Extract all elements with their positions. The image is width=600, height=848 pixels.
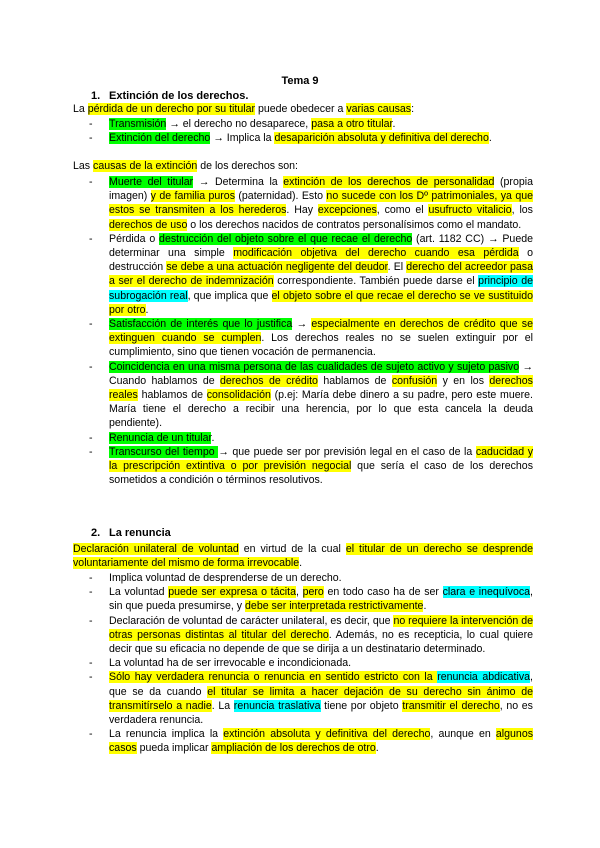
text-run: tiene por objeto <box>320 699 403 712</box>
highlight-yellow-text: ampliación de los derechos de otro <box>211 742 376 755</box>
highlight-yellow-text: el titular de un derecho se desprende voluntariamente del mismo de forma irrevocable <box>73 543 533 569</box>
highlight-yellow-text: varias causas <box>346 103 412 115</box>
text-run: , no es verdadera renuncia. <box>109 699 533 727</box>
text-run: de los derechos son: <box>197 160 298 172</box>
text-run: . El <box>387 261 407 274</box>
section-1-intro <box>73 102 533 116</box>
text-run: hablamos de <box>137 389 207 402</box>
text-run: . <box>488 132 492 145</box>
list-item <box>73 175 533 232</box>
text-run: → Cuando hablamos de <box>109 360 533 387</box>
list-item <box>73 571 533 585</box>
list-item <box>73 131 533 145</box>
highlight-yellow-text: derecho del acreedor pasa a ser el derecho de indemnización <box>109 261 533 288</box>
section-1-title: Extinción de los derechos. <box>109 90 249 102</box>
text-run: . Los derechos reales no se suelen extinguir por el cumplimiento, sino que tienen vocación de permanencia. <box>109 332 533 359</box>
text-run: , que implica que <box>187 289 272 302</box>
highlight-green-text: Transcurso del tiempo <box>109 445 219 458</box>
text-run: . Hay <box>286 204 318 217</box>
highlight-yellow-text: causas de la extinción <box>93 160 198 172</box>
highlight-green-text: destrucción del objeto sobre el que recae el derecho <box>159 232 413 245</box>
highlight-yellow-text: no sucede con los Dº patrimoniales, ya que estos se transmiten a los herederos <box>109 190 533 217</box>
list-item <box>73 232 533 317</box>
renuncia-list <box>73 571 533 756</box>
text-run: en todo caso ha de ser <box>323 586 443 599</box>
list-item <box>73 727 533 755</box>
highlight-yellow-text: y de familia puros <box>150 190 235 203</box>
text-run: hablamos de <box>317 374 392 387</box>
text-run: . <box>145 303 149 316</box>
text-run: correspondiente. También puede darse el <box>273 275 479 288</box>
highlight-yellow-text: pérdida de un derecho por su titular <box>87 103 255 115</box>
text-run: Implica voluntad de desprenderse de un derecho. <box>109 572 342 584</box>
text-run: y en los <box>437 374 490 387</box>
text-run: (art. 1182 CC) → Puede determinar una simple <box>109 232 534 260</box>
highlight-green-text: Transmisión <box>109 118 167 130</box>
text-run: . La <box>211 699 234 712</box>
text-run: La renuncia implica la <box>109 728 224 741</box>
highlight-yellow-text: consolidación <box>206 389 271 402</box>
highlight-yellow-text: extinción de los derechos de personalidad <box>283 176 495 188</box>
list-item <box>73 317 533 360</box>
highlight-yellow-text: derechos de crédito <box>220 374 318 387</box>
highlight-cyan-text: principio de subrogación real <box>109 275 534 302</box>
section-2-heading <box>91 527 171 539</box>
section-2-number: 2. <box>91 527 101 539</box>
highlight-green-text: Renuncia de un titular <box>109 431 212 444</box>
highlight-cyan-text: renuncia abdicativa <box>437 671 531 684</box>
text-run: → <box>292 318 312 331</box>
section-2-title: La renuncia <box>109 527 171 539</box>
highlight-yellow-text: Sólo hay verdadera renuncia o renuncia en sentido estricto con la <box>109 671 438 684</box>
text-run: . <box>392 118 396 130</box>
highlight-yellow-text: no requiere la intervención de otras personas distintas al titular del derecho <box>109 614 534 641</box>
list-item <box>73 360 533 431</box>
text-run: . <box>299 557 303 569</box>
list-item <box>73 431 533 445</box>
highlight-yellow-text: modificación objetiva del derecho cuando esa pérdida <box>233 247 519 260</box>
highlight-yellow-text: usufructo vitalicio <box>428 204 512 217</box>
list-item <box>73 614 533 657</box>
text-run: (paternidad). Esto <box>235 190 327 203</box>
text-run: o los derechos nacidos de contratos personalísimos como el mandato. <box>187 218 522 231</box>
text-run: La voluntad <box>109 586 169 599</box>
highlight-yellow-text: desaparición absoluta y definitiva del derecho <box>274 132 489 145</box>
text-run: . <box>423 600 427 613</box>
text-run: que sería el caso de los derechos sometidos a condición o términos resolutivos. <box>109 460 533 487</box>
highlight-yellow-text: caducidad y la prescripción extintiva o por previsión negocial <box>109 445 533 473</box>
highlight-yellow-text: derechos reales <box>109 374 533 402</box>
list-item <box>73 656 533 670</box>
text-run: Declaración de voluntad de carácter unilateral, es decir, que <box>109 614 394 627</box>
highlight-yellow-text: pero <box>302 586 324 599</box>
highlight-green-text: Coincidencia en una misma persona de las cualidades de sujeto activo y sujeto pasivo <box>109 360 520 373</box>
highlight-yellow-text: excepciones <box>317 204 377 217</box>
highlight-green-text: Satisfacción de interés que lo justifica <box>109 318 293 331</box>
highlight-yellow-text: se debe a una actuación negligente del deudor <box>166 261 388 274</box>
highlight-green-text: Muerte del titular <box>109 176 194 188</box>
text-run: . Además, no es recepticia, lo cual quiere decir que su eficacia no depende de que se dirija a un destinatario determinado. <box>109 628 533 656</box>
highlight-cyan-text: clara e inequívoca <box>442 586 531 599</box>
text-run: → Determina la <box>193 176 284 188</box>
text-run: → el derecho no desaparece, <box>166 118 312 130</box>
text-run: , los <box>511 204 533 217</box>
text-run: , aunque en <box>430 728 496 741</box>
text-run: Las <box>73 160 94 172</box>
highlight-cyan-text: renuncia traslativa <box>233 699 321 712</box>
section-1-heading <box>91 90 248 102</box>
text-run: , como el <box>376 204 429 217</box>
highlight-yellow-text: el objeto sobre el que recae el derecho se ve sustituido por otro <box>109 289 533 316</box>
text-run: (propia imagen) <box>109 176 533 203</box>
highlight-yellow-text: pasa a otro titular <box>311 118 393 130</box>
text-run: . <box>211 431 215 444</box>
section-2-intro <box>73 542 533 570</box>
highlight-yellow-text: derechos de uso <box>109 218 188 231</box>
text-run: La <box>73 103 88 115</box>
highlight-yellow-text: extinción absoluta y definitiva del derecho <box>223 728 431 741</box>
text-run: , que se da cuando <box>109 671 533 698</box>
highlight-yellow-text: especialmente en derechos de crédito que se extinguen cuando se cumplen <box>109 318 533 345</box>
text-run: → Implica la <box>210 132 275 145</box>
causes-list <box>73 175 533 487</box>
list-item <box>73 670 533 727</box>
text-run: puede obedecer a <box>255 103 347 115</box>
list-item <box>73 117 533 131</box>
highlight-yellow-text: algunos casos <box>109 728 534 755</box>
text-run: : <box>411 103 415 115</box>
text-run: (p.ej: María debe dinero a su padre, pero este muere. María tiene el derecho a recibir una herencia, por lo que esta cancela la deuda pendiente). <box>109 389 533 430</box>
highlight-green-text: Extinción del derecho <box>109 132 211 145</box>
highlight-yellow-text: Declaración unilateral de voluntad <box>73 543 239 555</box>
text-run: La voluntad ha de ser irrevocable e incondicionada. <box>109 657 352 670</box>
text-run: , <box>295 586 303 599</box>
highlight-yellow-text: el titular se limita a hacer dejación de su derecho sin ánimo de transmitírselo a nadie <box>109 685 533 712</box>
text-run: , sin que pueda presumirse, y <box>109 586 533 613</box>
document-title: Tema 9 <box>281 75 319 87</box>
text-run: → que puede ser por previsión legal en el caso de la <box>218 445 476 458</box>
highlight-yellow-text: transmitir el derecho <box>402 699 500 712</box>
list-item <box>73 585 533 613</box>
highlight-yellow-text: debe ser interpretada restrictivamente <box>245 600 424 613</box>
text-run: o destrucción <box>109 247 533 274</box>
text-run: en virtud de la cual <box>238 543 346 555</box>
transfer-extinction-list <box>73 117 533 145</box>
highlight-yellow-text: confusión <box>391 374 438 387</box>
section-1-number: 1. <box>91 90 101 102</box>
list-item <box>73 445 533 488</box>
text-run: . <box>375 742 379 755</box>
highlight-yellow-text: puede ser expresa o tácita <box>168 586 296 599</box>
text-run: pueda implicar <box>136 742 212 755</box>
text-run: Pérdida o <box>109 232 160 245</box>
causes-intro <box>73 159 533 173</box>
